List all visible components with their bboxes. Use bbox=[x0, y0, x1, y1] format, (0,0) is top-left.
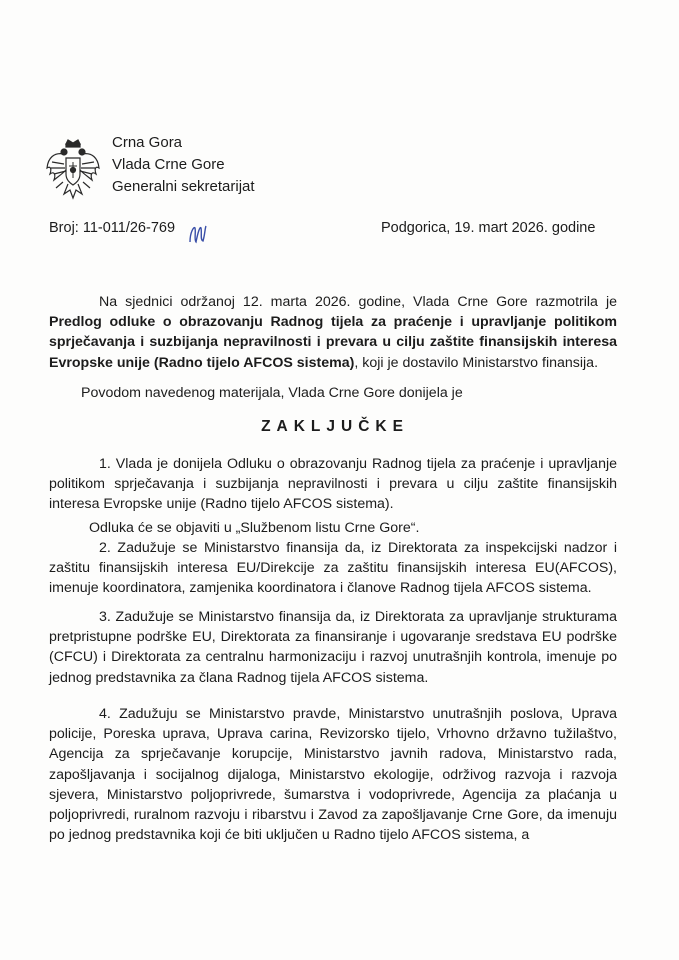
header-block bbox=[112, 132, 255, 198]
intro-text-start: Na sjednici održanoj 12. marta 2026. godine, Vlada Crne Gore razmotrila je bbox=[99, 294, 617, 310]
item-2-text: 2. Zadužuje se Ministarstvo finansija da, iz Direktorata za inspekcijski nadzor i zaštitu finansijskih interesa EU/Direkcije za zaštitu finansijskih interesa EU(AFCOS), imenuje koordinatora, zamjenika koordinatora i članove Radnog tijela AFCOS sistema. bbox=[49, 540, 617, 597]
item-1-text: 1. Vlada je donijela Odluku o obrazovanju Radnog tijela za praćenje i upravljanje politikom sprječavanja i suzbijanja nepravilnosti i prevara u cilju zaštite finansijskih interesa Evropske unije (Radno tijelo AFCOS sistema). bbox=[49, 456, 617, 513]
header-department: Generalni sekretarijat bbox=[112, 178, 255, 195]
conclusion-item-1-publication bbox=[49, 518, 617, 538]
document-number: Broj: 11-011/26-769 bbox=[49, 220, 176, 236]
intro-paragraph bbox=[49, 292, 617, 373]
intro-bold-title: Predlog odluke o obrazovanju Radnog tijela za praćenje i upravljanje politikom sprječavanja i suzbijanja nepravilnosti i prevara u cilju zaštite finansijskih interesa Evropske unije (Radno tijelo AFCOS sistema) bbox=[49, 314, 617, 371]
conclusion-item-3 bbox=[49, 607, 617, 688]
intro-paragraph-2 bbox=[49, 383, 617, 403]
conclusion-item-1 bbox=[49, 454, 617, 515]
intro-adopted-text: Povodom navedenog materijala, Vlada Crne Gore donijela je bbox=[81, 385, 463, 401]
intro-text-end: , koji je dostavilo Ministarstvo finansija. bbox=[354, 354, 599, 371]
header-country: Crna Gora bbox=[112, 134, 183, 151]
conclusion-item-2 bbox=[49, 538, 617, 599]
header-government: Vlada Crne Gore bbox=[112, 156, 225, 173]
item-4-text: 4. Zadužuju se Ministarstvo pravde, Ministarstvo unutrašnjih poslova, Uprava policije, Poreska uprava, Uprava carina, Revizorsko tijelo, Vrhovno državno tužilaštvo, Agencija za sprječavanje korupcije, Ministarstvo javnih radova, Ministarstvo rada, zapošljavanja i socijalnog dijaloga, Ministarstvo ekologije, održivog razvoja i razvoja sjevera, Ministarstvo poljoprivrede, šumarstva i vodoprivrede, Agencija za plaćanja u poljoprivredi, ruralnom razvoju i ribarstvu i Zavod za zapošljavanje Crne Gore, da imenuju po jednog predstavnika koji će biti uključen u Radno tijelo AFCOS sistema, a bbox=[49, 706, 617, 844]
conclusions-title: ZAKLJUČKE bbox=[261, 418, 409, 435]
place-and-date: Podgorica, 19. mart 2026. godine bbox=[381, 220, 596, 236]
coat-of-arms-icon bbox=[44, 138, 102, 200]
conclusion-item-4 bbox=[49, 704, 617, 845]
item-3-text: 3. Zadužuje se Ministarstvo finansija da, iz Direktorata za upravljanje strukturama pretpristupne podrške EU, Direktorata za finansiranje i ugovaranje sredstava EU podrške (CFCU) i Direktorata za centralnu harmonizaciju i razvoj unutrašnjih kontrola, imenuje po jednog predstavnika za člana Radnog tijela AFCOS sistema. bbox=[49, 609, 617, 686]
item-1b-text: Odluka će se objaviti u „Službenom listu Crne Gore“. bbox=[89, 520, 420, 536]
initials-signature-icon bbox=[188, 222, 208, 246]
